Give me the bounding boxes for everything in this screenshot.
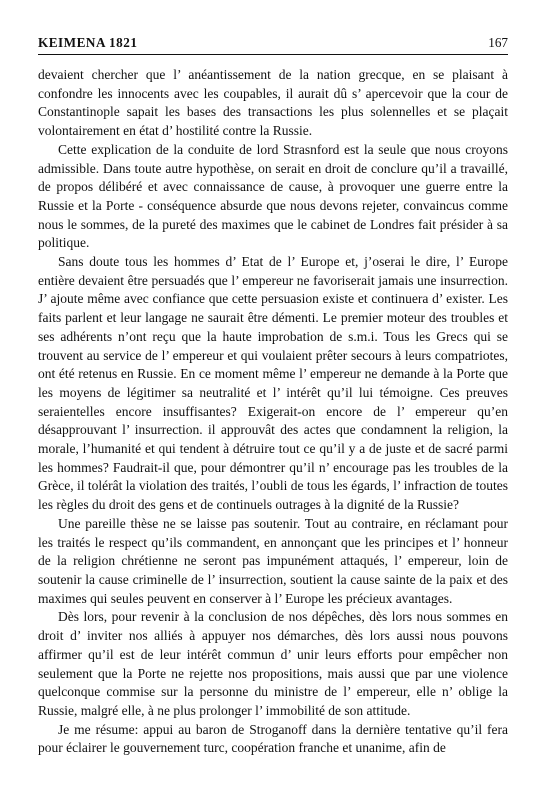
- running-title: KEIMENA 1821: [38, 35, 138, 50]
- paragraph: Je me résume: appui au baron de Stroganoff dans la dernière tentative qu’il fera pour éclairer le gouvernement turc, coopération franche et unanime, afin de: [38, 721, 508, 756]
- paragraph: Dès lors, pour revenir à la conclusion de nos dépêches, dès lors nous sommes en droit d’ inviter nos alliés à appuyer nos démarches, dès lors aussi nous pouvons affirmer qu’il est de leur intérêt commun d’ unir leurs efforts pour empêcher non seulement que la Porte ne rejette nos propositions, mais aussi que par une violence quelconque commise sur la personne du ministre de l’ empereur, elle n’ oblige la Russie, malgré elle, à ne plus prolonger l’ immobilité de son attitude.: [38, 609, 508, 718]
- page-number: 167: [488, 35, 508, 50]
- paragraph: devaient chercher que l’ anéantissement de la nation grecque, en se plaisant à confondre les innocents avec les coupables, il aurait dû s’ apercevoir que la cour de Constantinople sapait les bases des transactions les plus solennelles et se plaçait volontairement en état d’ hostilité contre la Russie.: [38, 67, 508, 139]
- paragraph: Sans doute tous les hommes d’ Etat de l’ Europe et, j’oserai le dire, l’ Europe entière devaient être persuadés que l’ empereur ne favoriserait jamais une insurrection. J’ ajoute même avec confiance que cette persuasion existe et continuera d’ exister. Les faits parlent et leur langage ne saurait être démenti. Le premier moteur des troubles et ses adhérents n’ont reçu que la haute improbation de s.m.i. Tous les Grecs qui se trouvent au service de l’ empereur et qui voulaient prêter secours à leurs compatriotes, ont été retenus en Russie. En ce moment même l’ empereur ne demande à la Porte que les moyens de légitimer sa neutralité et l’ intérêt qu’il lui témoigne. Ces preuves seraientelles encore insuffisantes? Exigerait-on encore de l’ empereur qu’en désapprouvant l’ insurrection. il approuvât des actes que condamnent la religion, la morale, l’humanité et qui tendent à détruire tout ce qu’il y a de juste et de sacré parmi les hommes? Faudrait-il que, pour démontrer qu’il n’ encourage pas les troubles de la Grèce, il tolérât la violation des traités, l’oubli de tous les égards, l’ infraction de toutes les règles du droit des gens et de continuels outrages à la dignité de la Russie?: [38, 254, 508, 513]
- body-text: [38, 66, 508, 758]
- paragraph: Une pareille thèse ne se laisse pas soutenir. Tout au contraire, en réclamant pour les traités le respect qu’ils commandent, en annonçant que les principes et l’ honneur de la religion chrétienne ne seront pas impunément attaqués, l’ empereur, loin de soutenir la cause criminelle de l’ insurrection, soutient la cause sainte de la paix et des maximes qui seules peuvent en conserver à l’ Europe les précieux avantages.: [38, 515, 508, 606]
- paragraph: Cette explication de la conduite de lord Strasnford est la seule que nous croyons admissible. Dans toute autre hypothèse, on serait en droit de conclure qu’il a travaillé, de propos délibéré et avec connaissance de cause, à provoquer une guerre entre la Russie et la Porte - conséquence absurde que nous devons rejeter, convaincus comme nous le sommes, de la pureté des maximes que le cabinet de Londres fait présider à sa politique.: [38, 141, 508, 251]
- running-header: [38, 0, 508, 55]
